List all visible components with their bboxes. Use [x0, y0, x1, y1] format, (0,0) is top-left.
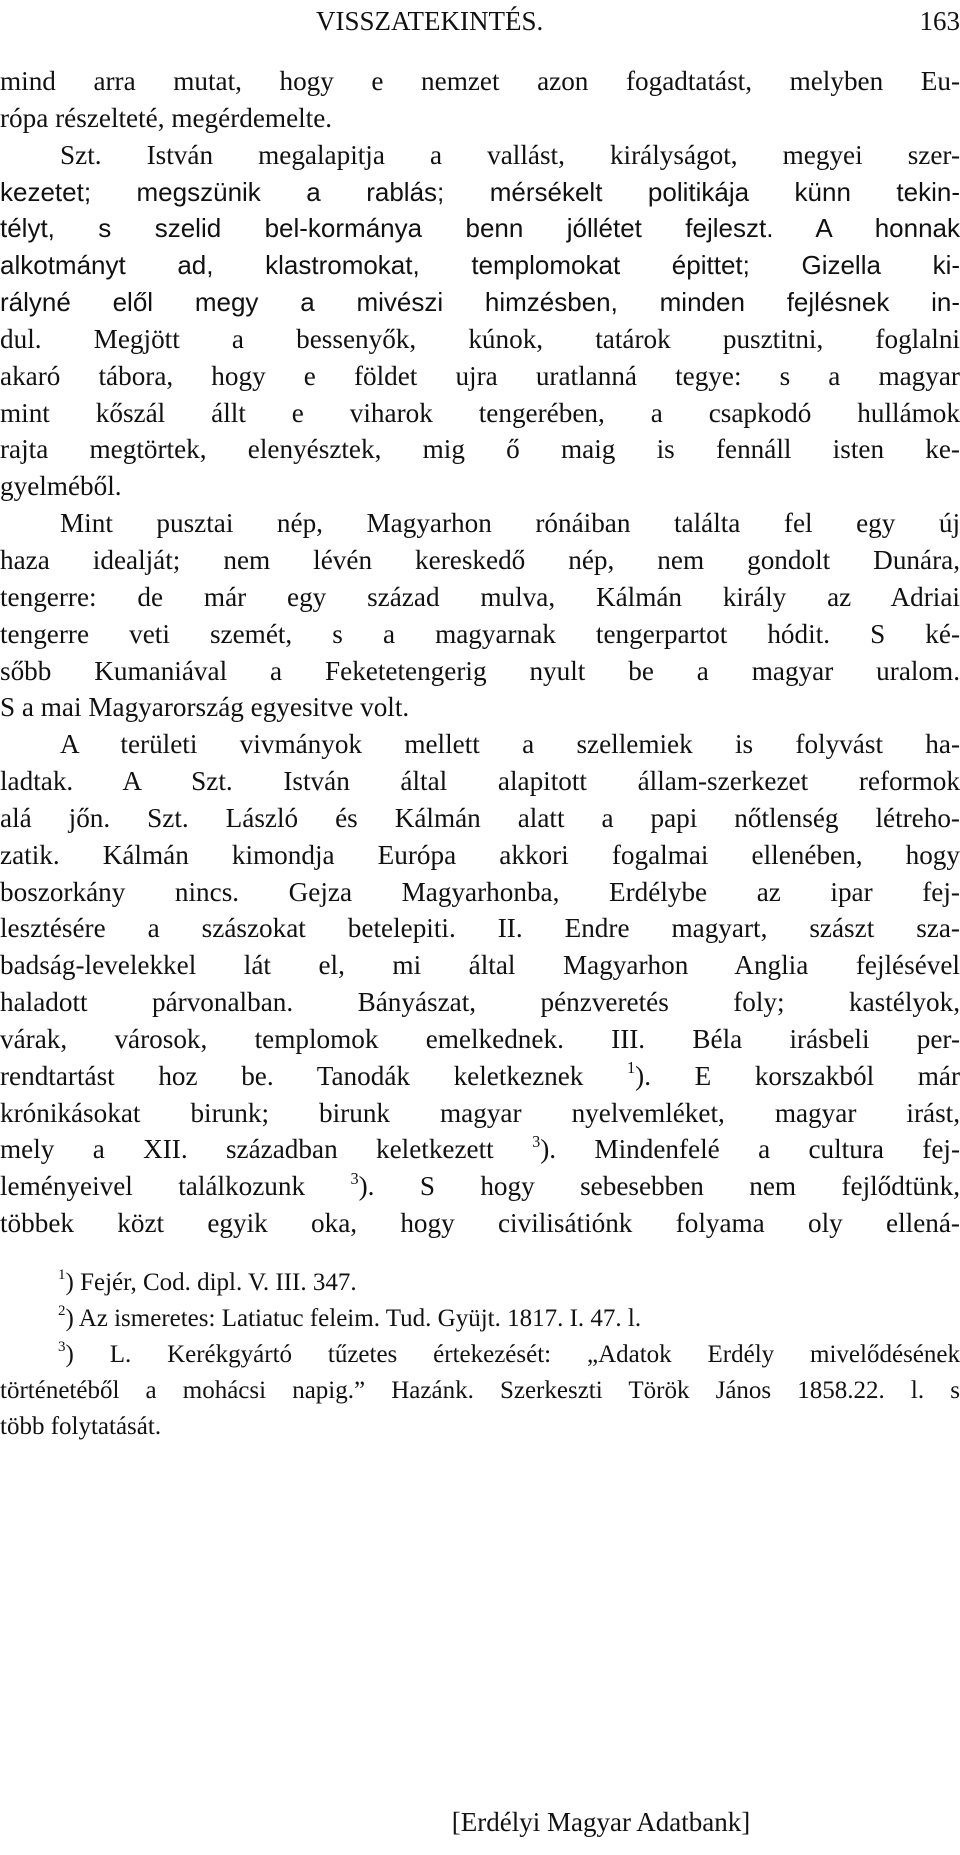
text-line: A területi vivmányok mellett a szellemiek is folyvást ha-	[60, 729, 960, 760]
running-title: VISSZATEKINTÉS.	[316, 6, 544, 36]
text-line: Szt. István megalapitja a vallást, királyságot, megyei szer-	[60, 139, 960, 170]
text-line-part: mely a XII. században keletkezett	[0, 1134, 494, 1165]
text-line	[0, 1168, 960, 1205]
footnote-ref: 3	[350, 1168, 359, 1188]
text-line-part: ). Mindenfelé a cultura fej-	[540, 1134, 960, 1165]
text-line: gyelméből.	[0, 471, 122, 502]
text-line: haza idealját; nem lévén kereskedő nép, nem gondolt Dunára,	[0, 544, 960, 575]
text-line	[0, 1131, 960, 1168]
text-line: rópa részelteté, megérdemelte.	[0, 102, 333, 133]
text-line: ladtak. A Szt. István által alapitott állam-szerkezet reformok	[0, 766, 960, 797]
main-text	[0, 63, 960, 1242]
text-line: várak, városok, templomok emelkednek. III. Béla irásbeli per-	[0, 1023, 960, 1054]
page-footer	[0, 1807, 960, 1838]
footnotes	[0, 1265, 960, 1445]
text-line: tengerre: de már egy század mulva, Kálmán király az Adriai	[0, 581, 960, 612]
footnote-continuation: több folytatását.	[0, 1413, 162, 1440]
text-line: rályné elől megy a mivészi himzésben, minden fejlésnek in-	[0, 287, 960, 318]
text-line: badság-levelekkel lát el, mi által Magyarhon Anglia fejlésével	[0, 950, 960, 981]
text-line: S a mai Magyarország egyesitve volt.	[0, 692, 410, 723]
footnote-continuation: történetéből a mohácsi napig.” Hazánk. Szerkeszti Török János 1858.22. l. s	[0, 1377, 960, 1404]
page-header	[0, 4, 960, 44]
text-line: mind arra mutat, hogy e nemzet azon fogadtatást, melyben Eu-	[0, 66, 960, 96]
text-line: többek közt egyik oka, hogy civilisátiónk folyama oly ellená-	[0, 1208, 960, 1239]
page-number: 163	[919, 6, 960, 36]
text-line: kezetet; megszünik a rablás; mérsékelt politikája künn tekin-	[0, 176, 960, 207]
text-line: zatik. Kálmán kimondja Európa akkori fogalmai ellenében, hogy	[0, 839, 960, 870]
footnote-text: ) L. Kerékgyártó tűzetes értekezését: „Adatok Erdély mivelődésének	[65, 1341, 960, 1368]
footnote	[0, 1301, 960, 1337]
text-line-part: ). S hogy sebesebben nem fejlődtünk,	[358, 1171, 960, 1202]
text-line: mint kőszál állt e viharok tengerében, a csapkodó hullámok	[0, 397, 960, 428]
source-credit: [Erdélyi Magyar Adatbank]	[451, 1807, 751, 1837]
text-line: alkotmányt ad, klastromokat, templomokat épittet; Gizella ki-	[0, 250, 960, 281]
text-line: rajta megtörtek, elenyésztek, mig ő maig is fennáll isten ke-	[0, 434, 960, 465]
footnote-mark: 2	[58, 1303, 66, 1320]
text-line: télyt, s szelid bel-kormánya benn jóllétet fejleszt. A honnak	[0, 213, 960, 244]
footnote-text: ) Az ismeretes: Latiatuc feleim. Tud. Gyüjt. 1817. I. 47. l.	[65, 1305, 642, 1332]
text-line: dul. Megjött a bessenyők, kúnok, tatárok pusztitni, foglalni	[0, 323, 960, 354]
footnote-mark: 3	[58, 1339, 66, 1356]
footnote	[0, 1337, 960, 1373]
footnote	[0, 1265, 960, 1301]
text-line: sőbb Kumaniával a Feketetengerig nyult be a magyar uralom.	[0, 655, 960, 686]
text-line: haladott párvonalban. Bányászat, pénzveretés foly; kastélyok,	[0, 987, 960, 1018]
text-line	[0, 1058, 960, 1095]
text-line: lesztésére a szászokat betelepiti. II. Endre magyart, szászt sza-	[0, 913, 960, 944]
footnote-text: ) Fejér, Cod. dipl. V. III. 347.	[65, 1269, 357, 1296]
footnote-mark: 1	[58, 1267, 66, 1284]
text-line: alá jőn. Szt. László és Kálmán alatt a papi nőtlenség létreho-	[0, 802, 960, 833]
text-line: krónikásokat birunk; birunk magyar nyelvemléket, magyar irást,	[0, 1097, 960, 1128]
text-line-part: rendtartást hoz be. Tanodák keletkeznek	[0, 1060, 584, 1091]
text-line-part: ). E korszakból már	[635, 1060, 960, 1091]
text-line: Mint pusztai nép, Magyarhon rónáiban találta fel egy új	[60, 508, 960, 539]
footnote-ref: 1	[627, 1058, 636, 1078]
text-line-part: leményeivel találkozunk	[0, 1171, 306, 1202]
footnote-ref: 3	[532, 1131, 541, 1151]
text-line: boszorkány nincs. Gejza Magyarhonba, Erdélybe az ipar fej-	[0, 876, 960, 907]
text-line: akaró tábora, hogy e földet ujra uratlanná tegye: s a magyar	[0, 360, 960, 391]
text-line: tengerre veti szemét, s a magyarnak tengerpartot hódit. S ké-	[0, 618, 960, 649]
